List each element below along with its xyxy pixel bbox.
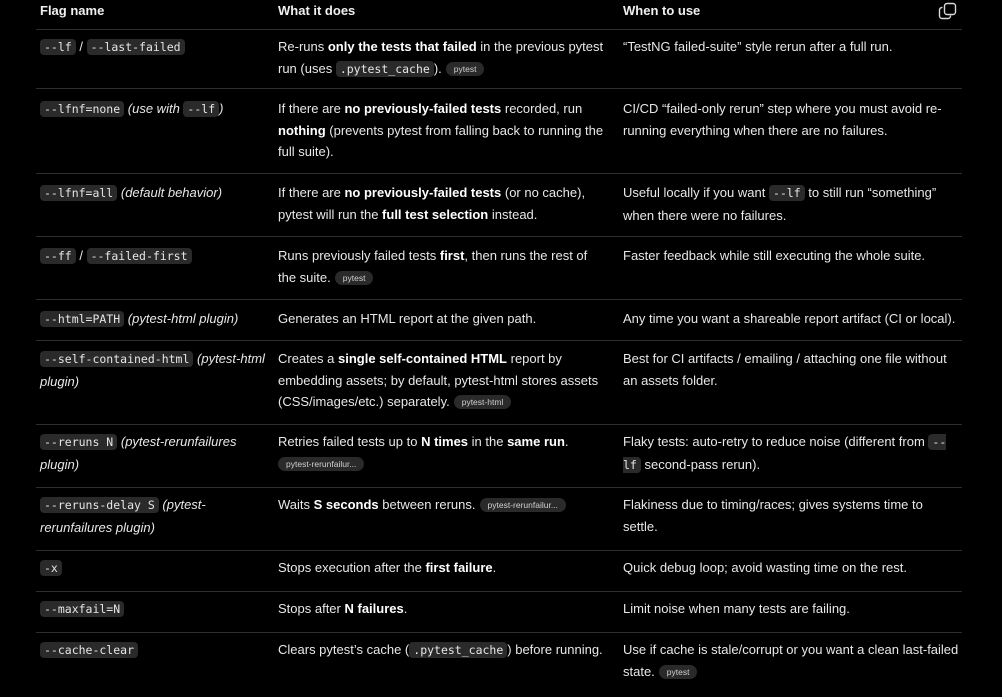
text: (prevents pytest from falling back to running the full suite). (278, 122, 604, 159)
usage-cell (623, 182, 961, 226)
text: to still run “something” when there were no failures. (623, 185, 937, 223)
usage-cell: CI/CD “failed-only rerun” step where you must avoid re-running everything when there are no failures. (623, 101, 942, 138)
usage-cell: Flakiness due to timing/races; gives systems time to settle. (623, 497, 923, 534)
flag-cell (40, 494, 265, 538)
header-flag-name: Flag name (40, 3, 105, 18)
separator: / (79, 39, 83, 54)
flag-code: --failed-first (87, 248, 192, 264)
description-cell (278, 245, 608, 288)
flag-code: --ff (40, 248, 76, 264)
source-pill[interactable]: pytest-rerunfailur... (278, 457, 364, 471)
flag-code: --lf (183, 101, 219, 117)
separator: / (79, 248, 83, 263)
usage-cell (623, 431, 961, 476)
flag-code: -x (40, 560, 62, 576)
description-cell (278, 494, 608, 516)
usage-cell: Quick debug loop; avoid wasting time on the rest. (623, 560, 907, 575)
description-cell (278, 557, 608, 579)
text: second-pass rerun). (640, 456, 761, 472)
table-row (36, 88, 962, 173)
table-row (36, 173, 962, 236)
flag-code: --self-contained-html (40, 351, 193, 367)
source-pill[interactable]: pytest (335, 271, 374, 285)
table-row (36, 340, 962, 424)
usage-cell: Limit noise when many tests are failing. (623, 601, 850, 616)
flag-cell (40, 245, 265, 268)
text: . (403, 601, 408, 616)
flag-code: --lfnf=none (40, 101, 124, 117)
table-row (36, 29, 962, 88)
text: instead. (488, 206, 538, 222)
source-pill[interactable]: pytest (446, 62, 485, 76)
text: Useful locally if you want (623, 185, 769, 200)
description-cell (278, 639, 608, 662)
table-row (36, 424, 962, 487)
text: Stops execution after the (278, 560, 426, 575)
text: recorded, run (501, 101, 583, 116)
flag-cell (40, 557, 265, 580)
text: Runs previously failed tests (278, 248, 440, 263)
flag-cell (40, 36, 265, 59)
italic-note: (use with (124, 101, 184, 116)
description-cell (278, 598, 608, 620)
text: between reruns. (378, 497, 476, 512)
italic-note: ) (219, 101, 224, 116)
copy-icon (938, 2, 958, 20)
bold-text: full test selection (382, 206, 489, 222)
inline-code: --lf (769, 185, 805, 201)
flag-code: --lfnf=all (40, 185, 117, 201)
table-row (36, 591, 962, 632)
description-cell: Generates an HTML report at the given path. (278, 311, 537, 326)
usage-cell: Best for CI artifacts / emailing / attaching one file without an assets folder. (623, 351, 947, 388)
description-cell (278, 182, 608, 225)
text: Waits (278, 497, 314, 512)
text: in the previous pytest run (uses (278, 39, 604, 76)
flag-code: --maxfail=N (40, 601, 124, 617)
table-row (36, 550, 962, 591)
flag-cell (40, 348, 265, 392)
text: in the (468, 434, 508, 449)
bold-text: S seconds (313, 497, 379, 512)
flag-code: --reruns-delay S (40, 497, 159, 513)
text: . (492, 560, 497, 575)
header-what-it-does: What it does (278, 3, 356, 18)
text: . (564, 434, 569, 449)
usage-cell (623, 639, 961, 682)
flag-cell (40, 98, 265, 121)
table-row (36, 299, 962, 340)
inline-code: .pytest_cache (336, 61, 434, 77)
flag-code: --lf (40, 39, 76, 55)
text: Retries failed tests up to (278, 434, 422, 449)
text: , then runs the rest of the suite. (278, 248, 588, 285)
flag-cell (40, 431, 265, 475)
text: If there are (278, 101, 345, 116)
flag-cell (40, 182, 265, 205)
italic-note: (pytest-html plugin) (124, 311, 239, 326)
description-cell (278, 36, 608, 80)
source-pill[interactable]: pytest (659, 665, 698, 679)
italic-note: (pytest-rerunfailures plugin) (40, 434, 237, 472)
flag-code: --reruns N (40, 434, 117, 450)
text: Stops after (278, 601, 345, 616)
bold-text: first failure (425, 560, 493, 575)
usage-cell: Faster feedback while still executing the whole suite. (623, 248, 926, 263)
bold-text: same run (507, 434, 565, 449)
source-pill[interactable]: pytest-rerunfailur... (480, 498, 566, 512)
bold-text: N times (421, 434, 469, 449)
text: ) before running. (507, 642, 603, 657)
bold-text: first (439, 248, 465, 263)
italic-note: (default behavior) (117, 185, 223, 200)
flag-cell (40, 598, 265, 621)
text: Flaky tests: auto-retry to reduce noise (different from (623, 434, 929, 449)
italic-note: (pytest-rerunfailures plugin) (40, 497, 206, 535)
text: Clears pytest’s cache ( (278, 642, 410, 657)
flag-code: --cache-clear (40, 642, 138, 658)
copy-table-button[interactable] (938, 2, 958, 20)
flag-cell (40, 639, 265, 662)
table-row (36, 487, 962, 550)
usage-cell: Any time you want a shareable report artifact (CI or local). (623, 311, 956, 326)
table-header (0, 0, 962, 28)
source-pill[interactable]: pytest-html (454, 395, 512, 409)
text: Creates a (278, 351, 338, 366)
inline-code: .pytest_cache (409, 642, 507, 658)
bold-text: only the tests that failed (327, 39, 477, 54)
flag-cell (40, 308, 265, 331)
description-cell (278, 98, 608, 163)
bold-text: N failures (344, 601, 404, 616)
bold-text: no previously-failed tests (344, 101, 502, 116)
table-row (36, 236, 962, 299)
bold-text: no previously-failed tests (344, 185, 502, 200)
text: Re-runs (278, 39, 328, 54)
usage-cell: “TestNG failed-suite” style rerun after a full run. (623, 39, 893, 54)
flag-code: --html=PATH (40, 311, 124, 327)
bold-text: single self-contained HTML (337, 351, 507, 366)
description-cell (278, 348, 608, 413)
text: ). (433, 60, 442, 76)
flag-code: --last-failed (87, 39, 185, 55)
header-when-to-use: When to use (623, 3, 701, 18)
text: (or no cache), pytest will run the (278, 185, 586, 222)
text: report by embedding assets; by default, pytest-html stores assets (CSS/images/etc.) separately. (278, 351, 599, 409)
inline-code: --lf (623, 435, 947, 472)
text: Use if cache is stale/corrupt or you want a clean last-failed state. (623, 642, 959, 679)
table-row (36, 632, 962, 697)
description-cell (278, 431, 608, 474)
text: If there are (278, 185, 345, 200)
bold-text: nothing (278, 122, 326, 138)
italic-note: (pytest-html plugin) (40, 351, 265, 389)
